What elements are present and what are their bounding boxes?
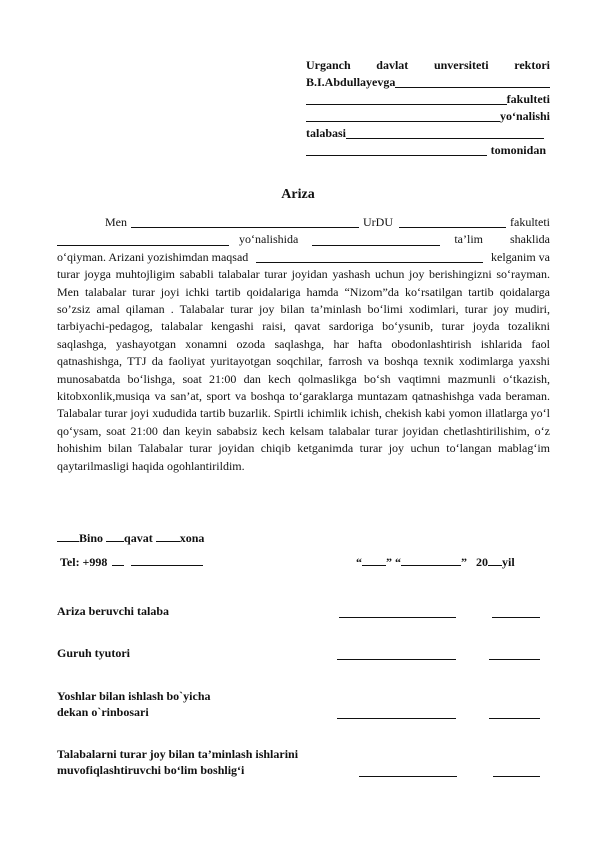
faculty-body-blank[interactable] [399, 215, 506, 228]
purpose-blank[interactable] [256, 250, 483, 263]
deputy-signature-label [57, 688, 211, 720]
head-label-line-2: muvofiqlashtiruvchi bo‘lim boshlig‘i [57, 763, 245, 777]
direction-blank[interactable] [306, 109, 500, 122]
faculty-label: fakulteti [506, 92, 550, 106]
direction-label: yo‘nalishi [499, 109, 550, 123]
direction-body-blank[interactable] [57, 233, 229, 246]
head-label-line-1: Talabalarni turar joy bilan ta’minlash ishlarini [57, 747, 299, 761]
intro-urdu: UrDU [363, 215, 393, 229]
addressee-line-5 [306, 125, 550, 142]
year-suffix: yil [502, 555, 515, 569]
deputy-label-line-1: Yoshlar bilan ishlash bo`yicha [57, 689, 211, 703]
faculty-blank[interactable] [306, 92, 507, 105]
student-label: talabasi [306, 126, 347, 140]
head-name-line[interactable] [359, 775, 457, 777]
addressee-line-4 [306, 108, 550, 125]
from-blank[interactable] [306, 143, 487, 156]
date-quote-close-2: ” [461, 555, 467, 569]
deputy-label-line-2: dekan o`rinbosari [57, 705, 149, 719]
addressee-line-1 [306, 57, 550, 74]
floor-blank[interactable] [106, 529, 124, 542]
head-signature-label [57, 746, 298, 778]
body-paragraph: turar joyga muhtojligim sababli talabalar turar joyidan yashash uchun joy berishingizni so‘rayman. Men talabalar turar joyi ichki tartib qoidalariga hamda “Nizom”da ko‘rsatilgan tartib qoidalarga so’zsiz amal qilaman . Talabalar turar joy bilan ta’minlash bo‘limi xodimlari, turar joy mudiri, tarbiyachi-pedagog, talabalar kengashi raisi, qavat sardoriga bo‘ysunib, turar joyda tozalikni saqlashga, yashayotgan xonamni ozoda saqlashga, har hafta obodonlashtirish ishlarida faol qatnashishga, TTJ da faoliyat yuritayotgan soqchilar, farrosh va boshqa texnik xodimlarga yaxshi munosabatda bo‘lishga, soat 21:00 dan kech qolmaslikga bo‘sh vaqtimni mazmunli o‘tkazish, kitobxonlik,musiqa va san’at, sport va boshqa to‘garaklarga muntazam qatnashishga vada beraman. Talabalar turar joyi xududida tartib buzarlik. Spirtli ichimlik ichish, chekish kabi yomon illatlarga yo‘l qo‘ysam, soat 21:00 dan keyin sababsiz kech kelsam talabalar turar joyidan chetlashtirilishim, o‘z hohishim bilan Talabalar turar joyidan chiqib ketganimda turar joy uchun to‘langan mablag‘im qaytarilmasligi haqida ogohlantirildim. [57, 267, 550, 473]
floor-label: qavat [124, 531, 153, 545]
building-blank[interactable] [57, 529, 79, 542]
intro-faculty: fakulteti [510, 215, 550, 229]
date-quote-close-1: ” [386, 555, 392, 569]
body-line-1 [57, 214, 550, 231]
month-blank[interactable] [401, 553, 461, 566]
from-label: tomonidan [490, 143, 546, 157]
addressee-block [306, 57, 550, 159]
line3-purpose: o‘qiyman. Arizani yozishimdan maqsad [57, 249, 249, 264]
student-blank[interactable] [346, 126, 544, 139]
line2-form: ta’lim shaklida [454, 232, 550, 247]
phone-code-blank[interactable] [112, 553, 124, 566]
room-info [57, 529, 204, 546]
day-blank[interactable] [362, 553, 386, 566]
addressee-line-2 [306, 74, 550, 91]
name-blank[interactable] [131, 215, 359, 228]
body-line-2 [57, 231, 550, 248]
tutor-signature-label: Guruh tyutori [57, 646, 131, 660]
phone-number-blank[interactable] [131, 553, 203, 566]
addressee-line-6 [306, 142, 550, 159]
year-blank[interactable] [488, 553, 502, 566]
application-body [57, 214, 550, 475]
intro-men: Men [105, 215, 127, 229]
room-blank[interactable] [156, 529, 180, 542]
date-info [356, 553, 515, 570]
building-label: Bino [79, 531, 104, 545]
study-form-blank[interactable] [312, 233, 440, 246]
body-line-3 [57, 249, 550, 266]
deputy-sign-line[interactable] [489, 717, 540, 719]
year-prefix: 20 [476, 555, 488, 569]
student-signature-label: Ariza beruvchi talaba [57, 604, 169, 618]
date-quote-open-2: “ [395, 555, 401, 569]
addressee-line-3 [306, 91, 550, 108]
line2-direction: yo‘nalishida [239, 232, 299, 247]
room-label: xona [179, 531, 205, 545]
phone-label: Tel: +998 [60, 555, 108, 569]
blank-line[interactable] [395, 75, 550, 88]
addressee-line-1-text: Urganch davlat unversiteti rektori [306, 58, 550, 72]
student-sign-line[interactable] [492, 616, 540, 618]
head-sign-line[interactable] [493, 775, 540, 777]
tutor-name-line[interactable] [337, 658, 456, 660]
tutor-sign-line[interactable] [489, 658, 540, 660]
deputy-name-line[interactable] [337, 717, 456, 719]
student-name-line[interactable] [339, 616, 456, 618]
date-quote-open-1: “ [356, 555, 362, 569]
line3-came: kelganim va [491, 249, 550, 264]
phone-info [60, 553, 203, 570]
document-title: Ariza [281, 187, 315, 202]
rector-name: B.I.Abdullayevga [306, 75, 396, 89]
